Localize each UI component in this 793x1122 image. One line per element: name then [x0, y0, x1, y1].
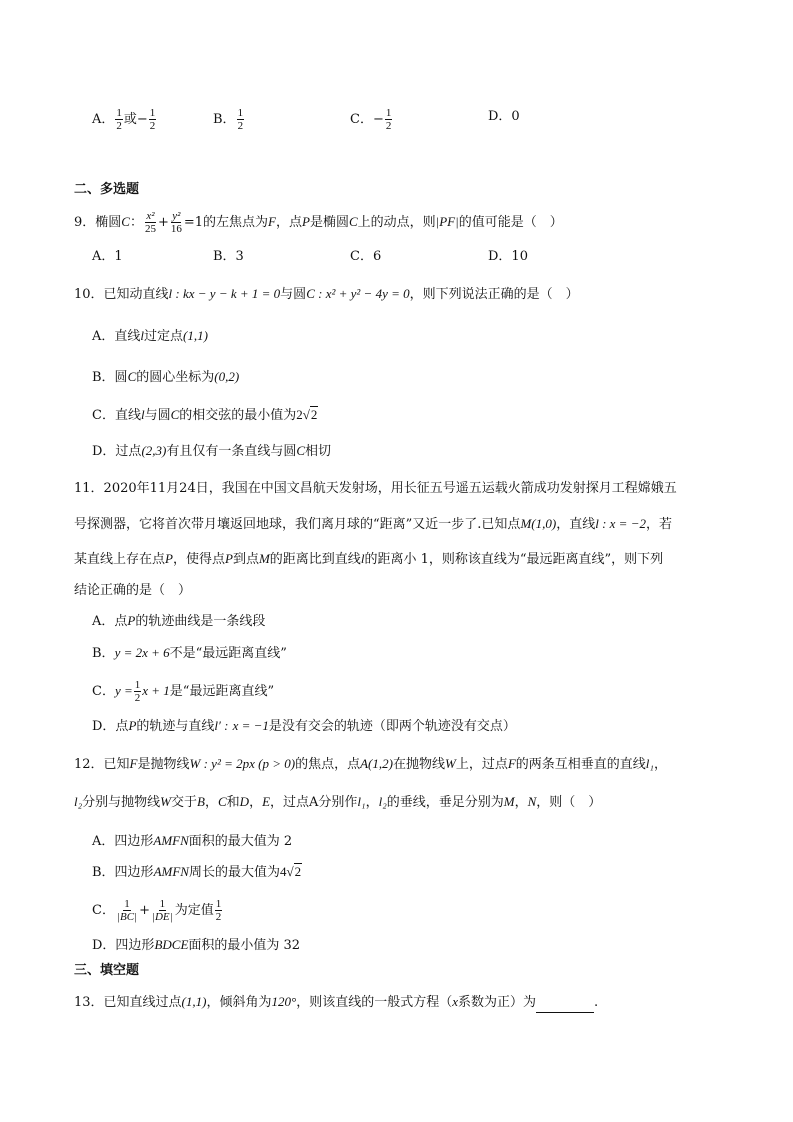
q10-option-d: D．过点(2,3)有且仅有一条直线与圆C相切	[92, 443, 332, 459]
q8-c-frac: $\frac{1}{2}$	[385, 107, 392, 132]
q10-option-a: A．直线l过定点(1,1)	[92, 328, 208, 344]
q8-option-c: C．− $\frac{1}{2}$	[350, 107, 392, 132]
q12-option-b: B．四边形AMFN周长的最大值为4√2	[92, 864, 302, 880]
q8-options: A． $\frac{1}{2}$ 或− $\frac{1}{2}$	[92, 107, 156, 132]
q8-option-a-label: A．	[92, 112, 115, 127]
q10-option-c: C．直线l与圆C的相交弦的最小值为2√2	[92, 407, 318, 423]
q8-a-frac2: $\frac{1}{2}$	[149, 107, 156, 132]
q12-option-d: D．四边形BDCE面积的最小值为 32	[92, 937, 301, 953]
q8-a-frac1: $\frac{1}{2}$	[116, 107, 122, 132]
q10-option-b: B．圆C的圆心坐标为(0,2)	[92, 369, 240, 385]
q8-b-frac: $\frac{1}{2}$	[237, 107, 244, 132]
q11-option-c: C．y = $\frac{1}{2}$ x + 1是“最远距离直线”	[92, 679, 275, 704]
q12-stem-line1: 12．已知F是抛物线W : y² = 2px (p > 0)的焦点，点A(1,2)在抛物线W上，过点F的两条互相垂直的直线l₁，	[74, 756, 667, 772]
q10-stem: 10．已知动直线l : kx − y − k + 1 = 0与圆C : x² + y² − 4y = 0，则下列说法正确的是（ ）	[74, 286, 579, 302]
q9-stem: 9．椭圆C： $\frac{\text{x²}}{25}$ + $\frac{\text{y²}}{16}$ =1的左焦点为F，点P是椭圆C上的动点，则|PF|的值可能是（ ）	[74, 210, 563, 235]
q8-option-d: D．0	[488, 109, 520, 124]
q11-stem-line1: 11．2020年11月24日，我国在中国文昌航天发射场，用长征五号遥五运载火箭成功发射探月工程嫦娥五	[74, 481, 677, 496]
q11-stem-line4: 结论正确的是（ ）	[74, 583, 192, 598]
q11-stem-line3: 某直线上存在点P，使得点P到点M的距离比到直线l的距离小 1，则称该直线为“最远距离直线”，则下列	[74, 551, 664, 567]
q13-stem: 13．已知直线过点(1,1)，倾斜角为120°，则该直线的一般式方程（x系数为正）为 .	[74, 992, 598, 1013]
section-title-multiple-choice: 二、多选题	[74, 182, 140, 197]
q11-stem-line2: 号探测器，它将首次带月壤返回地球，我们离月球的“距离”又近一步了.已知点M(1,0)，直线l : x = −2，若	[74, 516, 672, 532]
q9-option-d: D．10	[488, 249, 528, 264]
q9-option-a: A．1	[92, 249, 123, 264]
q8-option-b: B． $\frac{1}{2}$	[213, 107, 244, 132]
q9-option-b: B．3	[213, 249, 244, 264]
q12-stem-line2: l₂分别与抛物线W交于B，C和D，E，过点A分别作l₁，l₂的垂线，垂足分别为M，N，则（ ）	[74, 794, 602, 810]
section-title-fill-in: 三、填空题	[74, 963, 140, 978]
q9-option-c: C．6	[350, 249, 382, 264]
q11-option-b: B．y = 2x + 6不是“最远距离直线”	[92, 645, 287, 661]
q12-option-c: C． $\frac{1}{|BC|}$ + $\frac{1}{|DE|}$ 为定值 $\frac{1}{2}$	[92, 898, 222, 923]
q11-option-d: D．点P的轨迹与直线l′ : x = −1是没有交会的轨迹（即两个轨迹没有交点）	[92, 718, 516, 734]
q13-answer-blank[interactable]	[536, 998, 594, 1013]
q11-option-a: A．点P的轨迹曲线是一条线段	[92, 613, 266, 629]
q12-option-a: A．四边形AMFN面积的最大值为 2	[92, 833, 293, 849]
